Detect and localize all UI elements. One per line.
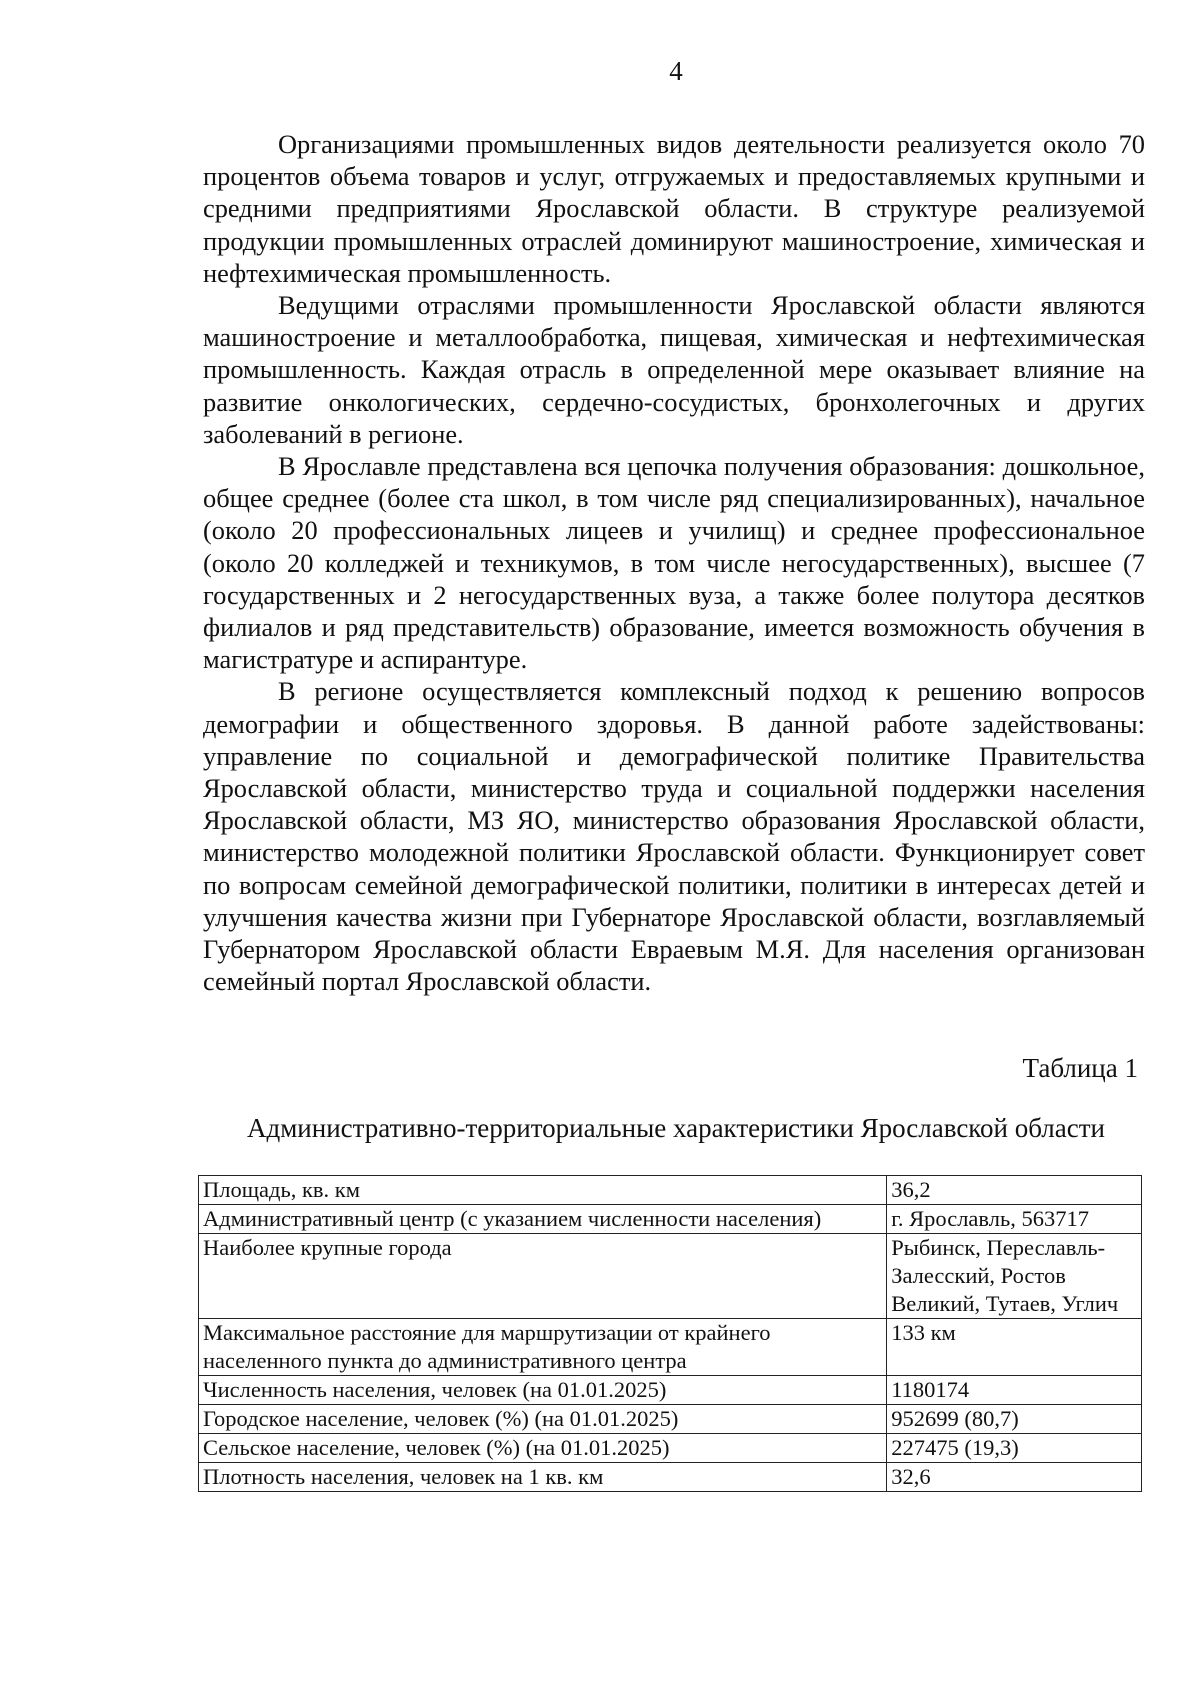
- page-number: 4: [669, 56, 683, 86]
- row-value: 133 км: [887, 1319, 1142, 1376]
- row-label: Городское население, человек (%) (на 01.01.2025): [199, 1405, 887, 1434]
- characteristics-table: [198, 1175, 1142, 1492]
- row-value: 227475 (19,3): [887, 1434, 1142, 1463]
- table-row: [199, 1234, 1142, 1319]
- paragraph-demography: В регионе осуществляется комплексный подход к решению вопросов демографии и общественного здоровья. В данной работе задействованы: управление по социальной и демографической политике Правительства Ярославской области, министерство труда и социальной поддержки населения Ярославской области, МЗ ЯО, министерство образования Ярославской области, министерство молодежной политики Ярославской области. Функционирует совет по вопросам семейной демографической политики, политики в интересах детей и улучшения качества жизни при Губернаторе Ярославской области, возглавляемый Губернатором Ярославской области Евраевым М.Я. Для населения организован семейный портал Ярославской области.: [203, 676, 1145, 997]
- row-label: Плотность населения, человек на 1 кв. км: [199, 1463, 887, 1492]
- row-value: 32,6: [887, 1463, 1142, 1492]
- table-row: [199, 1205, 1142, 1234]
- paragraph-industry: Организациями промышленных видов деятельности реализуется около 70 процентов объема товаров и услуг, отгружаемых и предоставляемых крупными и средними предприятиями Ярославской области. В структуре реализуемой продукции промышленных отраслей доминируют машиностроение, химическая и нефтехимическая промышленность.: [203, 129, 1145, 288]
- table-row: [199, 1176, 1142, 1205]
- row-label: Сельское население, человек (%) (на 01.01.2025): [199, 1434, 887, 1463]
- row-label: Наиболее крупные города: [199, 1234, 887, 1319]
- row-label: Площадь, кв. км: [199, 1176, 887, 1205]
- row-label: Максимальное расстояние для маршрутизации от крайнего населенного пункта до административного центра: [199, 1319, 887, 1376]
- row-value: Рыбинск, Переславль-Залесский, Ростов Великий, Тутаев, Углич: [887, 1234, 1142, 1319]
- table-row: [199, 1463, 1142, 1492]
- table-title: Административно-территориальные характеристики Ярославской области: [246, 1113, 1105, 1143]
- table-row: [199, 1405, 1142, 1434]
- row-value: 1180174: [887, 1376, 1142, 1405]
- table-caption: Таблица 1: [1022, 1053, 1138, 1083]
- row-label: Численность населения, человек (на 01.01.2025): [199, 1376, 887, 1405]
- paragraph-leading-industries: Ведущими отраслями промышленности Ярославской области являются машиностроение и металлообработка, пищевая, химическая и нефтехимическая промышленность. Каждая отрасль в определенной мере оказывает влияние на развитие онкологических, сердечно-сосудистых, бронхолегочных и других заболеваний в регионе.: [203, 290, 1145, 449]
- row-label: Административный центр (с указанием численности населения): [199, 1205, 887, 1234]
- table-row: [199, 1434, 1142, 1463]
- body-text: [203, 128, 1145, 997]
- row-value: г. Ярославль, 563717: [887, 1205, 1142, 1234]
- row-value: 952699 (80,7): [887, 1405, 1142, 1434]
- table-row: [199, 1319, 1142, 1376]
- row-value: 36,2: [887, 1176, 1142, 1205]
- paragraph-education: В Ярославле представлена вся цепочка получения образования: дошкольное, общее среднее (более ста школ, в том числе ряд специализированных), начальное (около 20 профессиональных лицеев и училищ) и среднее профессиональное (около 20 колледжей и техникумов, в том числе негосударственных), высшее (7 государственных и 2 негосударственных вуза, а также более полутора десятков филиалов и ряд представительств) образование, имеется возможность обучения в магистратуре и аспирантуре.: [203, 451, 1145, 675]
- table-row: [199, 1376, 1142, 1405]
